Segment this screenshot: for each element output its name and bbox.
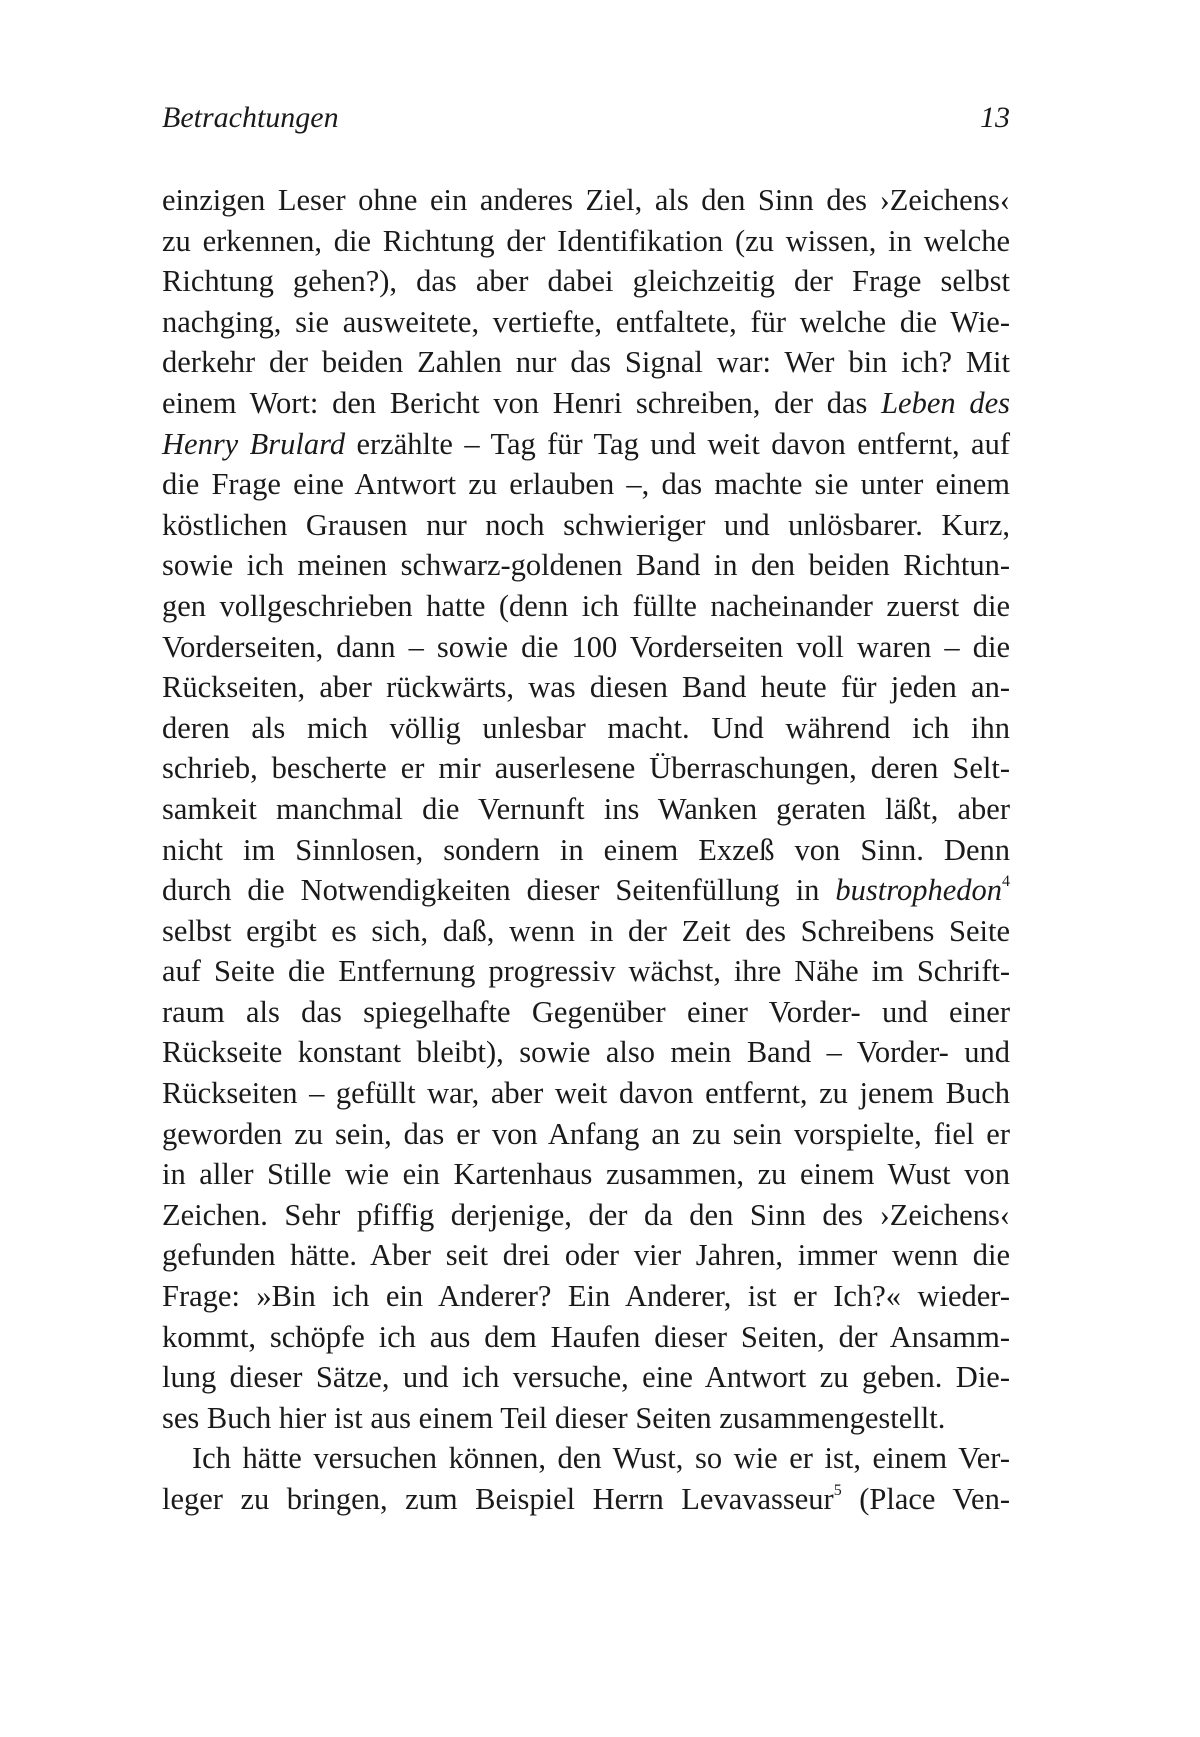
text-line bbox=[162, 1276, 1010, 1317]
text-segment: gen vollgeschrieben hatte (denn ich füllte nacheinander zuerst die bbox=[162, 588, 1010, 623]
text-line bbox=[162, 789, 1010, 830]
text-segment: schrieb, bescherte er mir auserlesene Überraschungen, deren Selt- bbox=[162, 751, 1010, 786]
text-line bbox=[162, 424, 1010, 465]
text-segment: Rückseiten, aber rückwärts, was diesen Band heute für jeden an- bbox=[162, 670, 1010, 705]
text-line bbox=[162, 505, 1010, 546]
text-line bbox=[162, 1154, 1010, 1195]
text-segment: auf Seite die Entfernung progressiv wächst, ihre Nähe im Schrift- bbox=[162, 954, 1010, 989]
text-line bbox=[162, 261, 1010, 302]
footnote-marker: 5 bbox=[833, 1482, 842, 1499]
text-line bbox=[162, 992, 1010, 1033]
text-segment: Frage: »Bin ich ein Anderer? Ein Anderer, ist er Ich?« wieder- bbox=[162, 1279, 1010, 1314]
text-line bbox=[162, 830, 1010, 871]
text-line bbox=[162, 911, 1010, 952]
text-line bbox=[162, 708, 1010, 749]
text-segment: Leben des bbox=[881, 385, 1010, 420]
text-segment: (Place Ven- bbox=[841, 1482, 1010, 1516]
text-line bbox=[162, 586, 1010, 627]
text-segment: derkehr der beiden Zahlen nur das Signal war: Wer bin ich? Mit bbox=[162, 345, 1010, 380]
text-line bbox=[162, 342, 1010, 383]
text-segment: selbst ergibt es sich, daß, wenn in der Zeit des Schreibens Seite bbox=[162, 913, 1010, 948]
text-line bbox=[162, 1398, 1010, 1439]
text-line bbox=[162, 545, 1010, 586]
text-segment: in aller Stille wie ein Kartenhaus zusammen, zu einem Wust von bbox=[162, 1157, 1010, 1192]
text-line bbox=[162, 464, 1010, 505]
text-segment: lung dieser Sätze, und ich versuche, eine Antwort zu geben. Die- bbox=[162, 1360, 1010, 1395]
text-segment: einem Wort: den Bericht von Henri schreiben, der das bbox=[162, 385, 882, 420]
text-line bbox=[162, 1195, 1010, 1236]
text-line bbox=[162, 870, 1010, 911]
text-segment: kommt, schöpfe ich aus dem Haufen dieser Seiten, der Ansamm- bbox=[162, 1319, 1010, 1354]
text-line bbox=[162, 627, 1010, 668]
text-segment: Richtung gehen?), das aber dabei gleichzeitig der Frage selbst bbox=[162, 264, 1010, 299]
body-text bbox=[162, 180, 1010, 1520]
text-segment: durch die Notwendigkeiten dieser Seitenfüllung in bbox=[162, 873, 836, 908]
text-segment: Rückseiten – gefüllt war, aber weit davon entfernt, zu jenem Buch bbox=[162, 1076, 1010, 1111]
text-segment: bustrophedon bbox=[835, 873, 1002, 908]
text-segment: sowie ich meinen schwarz-goldenen Band in den beiden Richtun- bbox=[162, 548, 1010, 583]
text-segment: zu erkennen, die Richtung der Identifikation (zu wissen, in welche bbox=[162, 223, 1010, 258]
text-line bbox=[162, 383, 1010, 424]
text-line bbox=[162, 667, 1010, 708]
text-line bbox=[162, 1317, 1010, 1358]
text-line bbox=[162, 748, 1010, 789]
text-line bbox=[162, 1073, 1010, 1114]
text-segment: Zeichen. Sehr pfiffig derjenige, der da den Sinn des ›Zeichens‹ bbox=[162, 1197, 1010, 1232]
running-head-title: Betrachtungen bbox=[162, 101, 339, 134]
text-segment: erzählte – Tag für Tag und weit davon entfernt, auf bbox=[345, 426, 1010, 461]
text-segment: einzigen Leser ohne ein anderes Ziel, als den Sinn des ›Zeichens‹ bbox=[162, 183, 1010, 217]
text-segment: nachging, sie ausweitete, vertiefte, entfaltete, für welche die Wie- bbox=[162, 304, 1010, 339]
text-segment: Vorderseiten, dann – sowie die 100 Vorderseiten voll waren – die bbox=[162, 629, 1010, 664]
text-line bbox=[162, 221, 1010, 262]
text-segment: nicht im Sinnlosen, sondern in einem Exzeß von Sinn. Denn bbox=[162, 832, 1010, 867]
text-segment: die Frage eine Antwort zu erlauben –, das machte sie unter einem bbox=[162, 467, 1010, 502]
text-segment: Rückseite konstant bleibt), sowie also mein Band – Vorder- und bbox=[162, 1035, 1010, 1070]
page-number: 13 bbox=[980, 101, 1010, 134]
running-head bbox=[162, 98, 1010, 138]
text-segment: Henry Brulard bbox=[162, 426, 346, 461]
text-segment: samkeit manchmal die Vernunft ins Wanken geraten läßt, aber bbox=[162, 791, 1010, 826]
text-segment: Ich hätte versuchen können, den Wust, so wie er ist, einem Ver- bbox=[192, 1441, 1010, 1476]
text-segment: leger zu bringen, zum Beispiel Herrn Levavasseur bbox=[162, 1482, 834, 1516]
text-line bbox=[162, 1479, 1010, 1520]
text-segment: raum als das spiegelhafte Gegenüber einer Vorder- und einer bbox=[162, 994, 1010, 1029]
text-line bbox=[162, 1438, 1010, 1479]
text-line bbox=[162, 951, 1010, 992]
text-line bbox=[162, 302, 1010, 343]
text-line bbox=[162, 180, 1010, 221]
text-line bbox=[162, 1032, 1010, 1073]
text-segment: geworden zu sein, das er von Anfang an zu sein vorspielte, fiel er bbox=[162, 1116, 1010, 1151]
text-segment: deren als mich völlig unlesbar macht. Und während ich ihn bbox=[162, 710, 1010, 745]
text-segment: gefunden hätte. Aber seit drei oder vier Jahren, immer wenn die bbox=[162, 1238, 1010, 1273]
text-line bbox=[162, 1114, 1010, 1155]
text-segment: ses Buch hier ist aus einem Teil dieser Seiten zusammengestellt. bbox=[162, 1400, 946, 1435]
footnote-marker: 4 bbox=[1002, 873, 1010, 891]
text-line bbox=[162, 1235, 1010, 1276]
text-segment: köstlichen Grausen nur noch schwieriger und unlösbarer. Kurz, bbox=[162, 507, 1010, 542]
text-line bbox=[162, 1357, 1010, 1398]
